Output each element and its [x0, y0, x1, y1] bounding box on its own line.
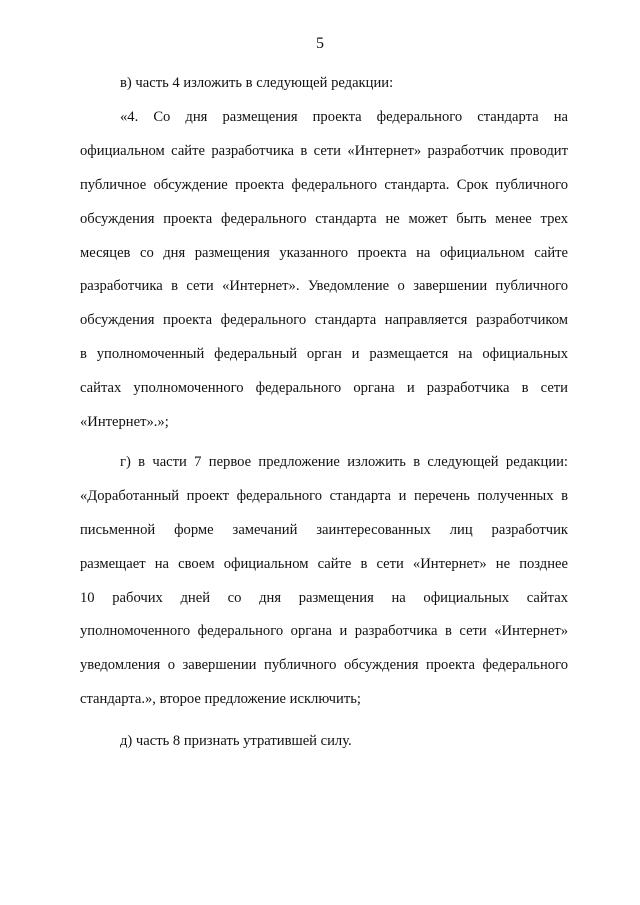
text-line: уведомления о завершении публичного обсуждения проекта федерального: [80, 657, 568, 674]
text-line: обсуждения проекта федерального стандарта направляется разработчиком: [80, 312, 568, 329]
text-line: месяцев со дня размещения указанного проекта на официальном сайте: [80, 244, 568, 261]
text-line: в уполномоченный федеральный орган и размещается на официальных: [80, 346, 568, 363]
text-line: «Доработанный проект федерального стандарта и перечень полученных в: [80, 487, 568, 504]
paragraph-g: [80, 446, 568, 717]
text-line: публичное обсуждение проекта федерального стандарта. Срок публичного: [80, 176, 568, 193]
text-line: д) часть 8 признать утратившей силу.: [120, 733, 352, 749]
text-line: сайтах уполномоченного федерального органа и разработчика в сети: [80, 380, 568, 397]
text-line: обсуждения проекта федерального стандарта не может быть менее трех: [80, 210, 568, 227]
paragraph-quote-4: [80, 101, 568, 440]
text-line: официальном сайте разработчика в сети «Интернет» разработчик проводит: [80, 142, 568, 159]
paragraph-d: [80, 725, 568, 759]
paragraph-v: [80, 67, 568, 101]
text-line: стандарта.», второе предложение исключить;: [80, 691, 361, 708]
text-line: в) часть 4 изложить в следующей редакции:: [120, 75, 394, 91]
text-line: «Интернет».»;: [80, 414, 169, 431]
text-line: разработчика в сети «Интернет». Уведомление о завершении публичного: [80, 278, 568, 295]
text-line: 10 рабочих дней со дня размещения на официальных сайтах: [80, 589, 568, 606]
page-number: 5: [316, 35, 324, 52]
text-line: г) в части 7 первое предложение изложить в следующей редакции:: [120, 454, 568, 470]
text-line: «4. Со дня размещения проекта федерального стандарта на: [120, 109, 568, 125]
text-line: размещает на своем официальном сайте в сети «Интернет» не позднее: [80, 555, 568, 572]
text-line: уполномоченного федерального органа и разработчика в сети «Интернет»: [80, 623, 568, 640]
text-line: письменной форме замечаний заинтересованных лиц разработчик: [80, 521, 568, 538]
